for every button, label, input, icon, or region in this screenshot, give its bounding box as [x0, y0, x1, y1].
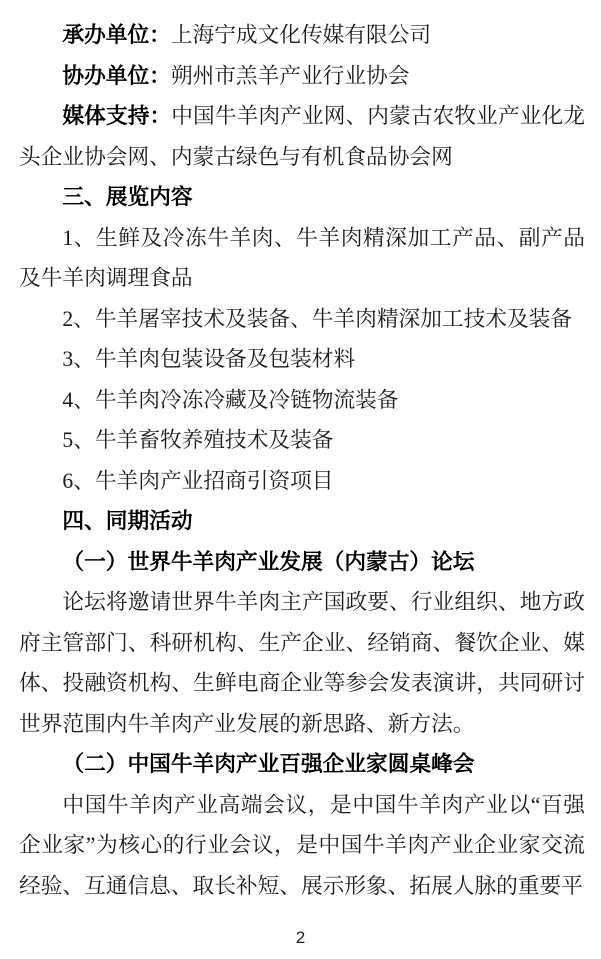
co-organizer-value: 朔州市羔羊产业行业协会: [170, 63, 410, 88]
exhibit-item-1: 1、生鲜及冷冻牛羊肉、牛羊肉精深加工产品、副产品及牛羊肉调理食品: [19, 225, 585, 290]
organizer-paragraph: [19, 15, 585, 56]
event-1-heading: （一）世界牛羊肉产业发展（内蒙古）论坛: [62, 548, 475, 574]
media-support-paragraph: [19, 96, 585, 177]
organizer-label: 承办单位：: [62, 22, 171, 47]
section-exhibition-heading: 三、展览内容: [62, 184, 193, 209]
co-organizer-label: 协办单位：: [62, 62, 171, 88]
co-organizer-paragraph: [19, 56, 585, 97]
exhibit-item-3: 3、牛羊肉包装设备及包装材料: [62, 347, 356, 371]
exhibit-item-5: 5、牛羊畜牧养殖技术及装备: [62, 428, 334, 452]
exhibit-item-4: 4、牛羊肉冷冻冷藏及冷链物流装备: [62, 387, 399, 412]
section-events-heading: 四、同期活动: [62, 508, 193, 533]
event-2-heading: （二）中国牛羊肉产业百强企业家圆桌峰会: [62, 751, 475, 776]
organizer-value: 上海宁成文化传媒有限公司: [170, 23, 432, 47]
exhibit-item-2: 2、牛羊屠宰技术及装备、牛羊肉精深加工技术及装备: [62, 306, 573, 331]
exhibit-item-6: 6、牛羊肉产业招商引资项目: [62, 468, 334, 493]
page-number: 2: [295, 928, 306, 947]
media-support-value: 中国牛羊肉产业网、内蒙古农牧业产业化龙头企业协会网、内蒙古绿色与有机食品协会网: [19, 104, 585, 169]
event-1-body: 论坛将邀请世界牛羊肉主产国政要、行业组织、地方政府主管部门、科研机构、生产企业、经销商、餐饮企业、媒体、投融资机构、生鲜电商企业等参会发表演讲，共同研讨世界范围内牛羊肉产业发展的新思路、新方法。: [19, 590, 585, 736]
event-2-body: 中国牛羊肉产业高端会议，是中国牛羊肉产业以“百强企业家”为核心的行业会议，是中国牛羊肉产业企业家交流经验、互通信息、取长补短、展示形象、拓展人脉的重要平: [19, 792, 585, 898]
media-support-label: 媒体支持：: [62, 103, 172, 128]
